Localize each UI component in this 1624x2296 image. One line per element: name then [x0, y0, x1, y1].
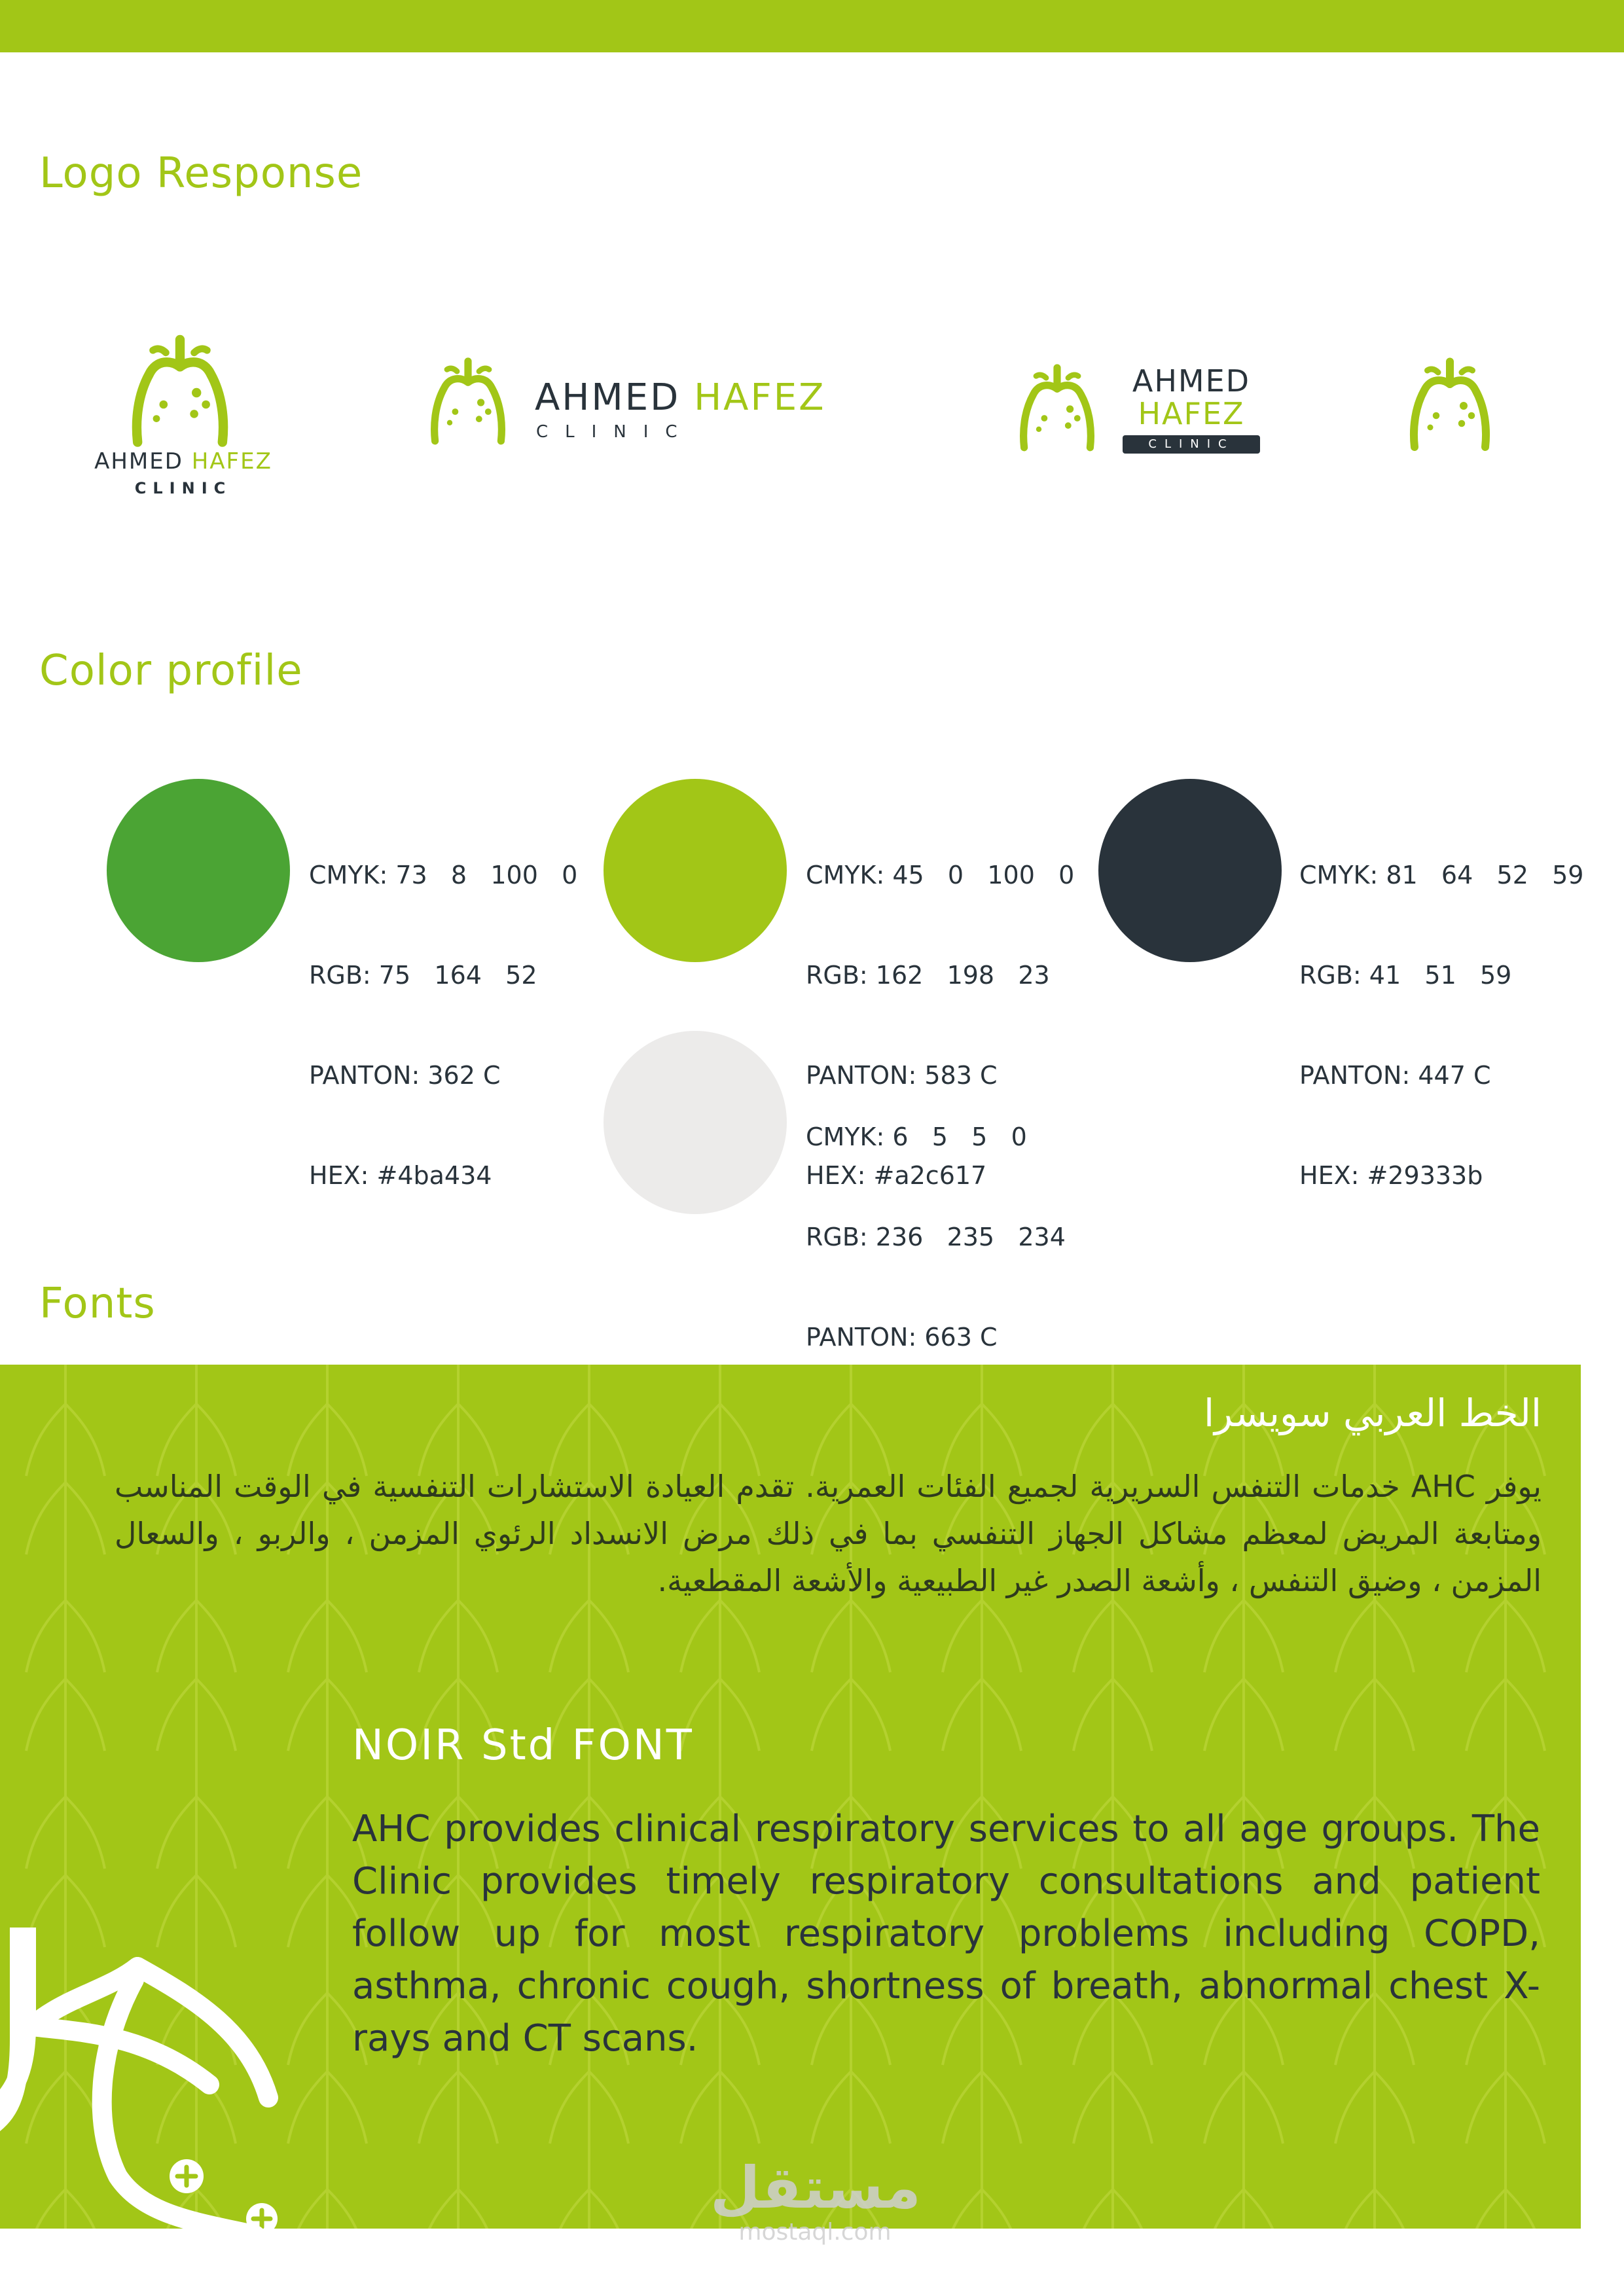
logo-stacked-sub: CLINIC [134, 479, 232, 497]
color-swatch-dark [1098, 779, 1282, 962]
mostaql-watermark [710, 2154, 921, 2246]
lungs-icon [1011, 363, 1103, 455]
logo-response-title: Logo Response [39, 149, 363, 198]
color-spec-lime: CMYK: 45 0 100 0 RGB: 162 198 23 PANTON: 583 C HEX: #a2c617 [806, 861, 1075, 1190]
arabic-font-sample: يوفر AHC خدمات التنفس السريرية لجميع الفئات العمرية. تقدم العيادة الاستشارات التنفسية في الوقت المناسب ومتابعة المريض لمعظم مشاكل الجهاز التنفسي بما في ذلك مرض الانسداد الرئوي المزمن ، والربو ، والسعال المزمن ، وضيق التنفس ، وأشعة الصدر غير الطبيعية والأشعة المقطعية. [115, 1469, 1542, 1598]
logo-compact [1011, 363, 1286, 461]
noir-font-title: NOIR Std FONT [352, 1721, 694, 1770]
color-spec-light: CMYK: 6 5 5 0 RGB: 236 235 234 PANTON: 663 C [806, 1122, 1066, 1352]
logo-compact-sub-badge: CLINIC [1123, 435, 1260, 454]
lungs-icon [422, 357, 514, 448]
color-profile-title: Color profile [39, 647, 303, 695]
watermark-arabic: مستقل [710, 2154, 921, 2221]
color-swatch-lime [604, 779, 787, 962]
logo-stacked-name: AHMED HAFEZ [94, 448, 272, 475]
logo-horizontal-sub: CLINIC [536, 422, 695, 442]
logo-icon-only [1401, 357, 1506, 455]
logo-horizontal [422, 357, 867, 455]
watermark-latin: mostaql.com [738, 2219, 892, 2246]
lungs-icon [121, 334, 239, 452]
fonts-title: Fonts [39, 1280, 156, 1328]
color-spec-green: CMYK: 73 8 100 0 RGB: 75 164 52 PANTON: 362 C HEX: #4ba434 [309, 861, 578, 1190]
lung-branch-icon [0, 1928, 301, 2229]
top-accent-bar [0, 0, 1624, 52]
logo-stacked [85, 334, 281, 504]
logo-compact-second: HAFEZ [1138, 396, 1245, 431]
color-swatch-green [107, 779, 290, 962]
lungs-icon [1401, 357, 1499, 455]
logo-horizontal-name: AHMED HAFEZ [535, 376, 826, 419]
color-swatch-light [604, 1031, 787, 1214]
arabic-font-title: الخط العربي سويسرا [1204, 1391, 1542, 1435]
fonts-panel [0, 1365, 1581, 2229]
noir-font-sample: AHC provides clinical respiratory services to all age groups. The Clinic provides timely respiratory consultations and patient follow up for most respiratory problems including COPD, asthma, chronic cough, shortness of breath, abnormal chest X-rays and CT scans. [352, 1808, 1540, 2060]
logo-compact-first: AHMED [1132, 363, 1251, 399]
color-spec-dark: CMYK: 81 64 52 59 RGB: 41 51 59 PANTON: 447 C HEX: #29333b [1299, 861, 1584, 1190]
